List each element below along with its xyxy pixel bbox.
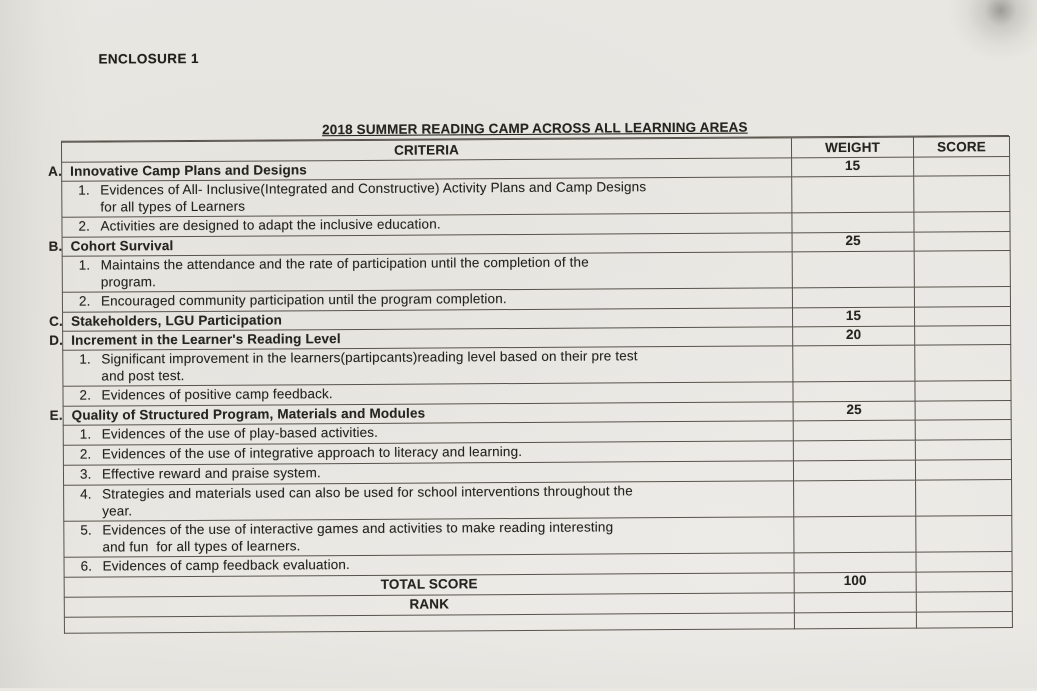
weight-cell: 20 (793, 326, 915, 346)
score-cell (914, 175, 1010, 212)
weight-cell: 100 (794, 572, 916, 593)
score-cell (916, 479, 1012, 516)
score-cell (916, 571, 1012, 592)
weight-cell (792, 212, 914, 233)
criteria-cell (64, 481, 794, 521)
criteria-cell (64, 517, 794, 557)
weight-cell (793, 381, 915, 402)
criteria-number: 2. (79, 388, 101, 405)
criteria-text: 4. Strategies and materials used can also be used for school interventions throughout the year. (64, 481, 793, 519)
criteria-text: 2. Activities are designed to adapt the inclusive education. (62, 213, 791, 235)
criteria-number: 2. (78, 219, 100, 236)
score-cell (914, 306, 1010, 326)
weight-column-header: WEIGHT (791, 137, 913, 158)
table-row (62, 250, 1010, 292)
weight-cell (792, 251, 914, 288)
score-cell (914, 231, 1010, 251)
table-row (62, 175, 1010, 217)
table-row (64, 479, 1012, 521)
criteria-number: 5. (80, 523, 102, 540)
weight-cell (794, 592, 916, 613)
score-cell (915, 380, 1011, 401)
criteria-number: A. (48, 164, 70, 181)
weight-cell: 25 (793, 401, 915, 421)
weight-cell (794, 612, 916, 629)
score-cell (914, 250, 1010, 287)
criteria-number: 2. (80, 447, 102, 464)
score-cell (916, 551, 1012, 572)
criteria-number: 3. (80, 467, 102, 484)
criteria-text: B. Cohort Survival (63, 233, 792, 255)
criteria-text: 1. Significant improvement in the learners(partipcants)reading level based on their pre test and post test. (63, 346, 792, 384)
weight-cell (792, 287, 914, 308)
weight-cell (793, 345, 915, 382)
score-cell (915, 419, 1011, 440)
criteria-text: 1. Maintains the attendance and the rate of participation until the completion of the program. (63, 252, 792, 290)
score-cell (916, 611, 1012, 628)
criteria-number: 1. (79, 258, 101, 275)
table-row (63, 344, 1011, 386)
score-cell (915, 459, 1011, 480)
criteria-text: 3. Effective reward and praise system. (64, 461, 793, 483)
weight-cell: 15 (792, 157, 914, 177)
document-title: 2018 SUMMER READING CAMP ACROSS ALL LEARNING AREAS (322, 120, 748, 138)
score-cell (915, 344, 1011, 381)
criteria-text: 5. Evidences of the use of interactive games and activities to make reading interesting and fun for all types of learners. (64, 517, 793, 555)
weight-cell: 25 (792, 232, 914, 252)
criteria-text: 1. Evidences of the use of play-based activities. (64, 421, 793, 443)
weight-cell: 15 (792, 307, 914, 327)
criteria-cell (62, 252, 792, 292)
criteria-table (61, 136, 1013, 634)
weight-cell (792, 176, 914, 213)
weight-cell (794, 552, 916, 573)
criteria-column-header: CRITERIA (61, 138, 791, 162)
score-cell (914, 211, 1010, 232)
criteria-text: 2. Evidences of the use of integrative approach to literacy and learning. (64, 441, 793, 463)
score-cell (915, 439, 1011, 460)
score-cell (916, 515, 1012, 552)
criteria-number: 6. (81, 559, 103, 576)
criteria-text: TOTAL SCORE (65, 573, 794, 595)
weight-cell (793, 440, 915, 461)
criteria-text: 2. Encouraged community participation until the program completion. (63, 288, 792, 310)
criteria-number: D. (49, 333, 71, 350)
criteria-table-body (62, 156, 1013, 633)
weight-cell (794, 516, 916, 553)
criteria-cell (63, 346, 793, 386)
criteria-text: RANK (65, 593, 794, 615)
criteria-number: 1. (80, 427, 102, 444)
score-cell (916, 591, 1012, 612)
score-cell (914, 286, 1010, 307)
rubric-document (61, 118, 1012, 634)
criteria-number: B. (49, 239, 71, 256)
score-cell (915, 400, 1011, 420)
table-row (64, 515, 1012, 557)
criteria-number: 4. (80, 487, 102, 504)
criteria-text: C. Stakeholders, LGU Participation (63, 308, 792, 330)
criteria-text: E. Quality of Structured Program, Materials and Modules (64, 402, 793, 424)
criteria-number: 1. (79, 352, 101, 369)
criteria-text: D. Increment in the Learner's Reading Level (63, 327, 792, 349)
weight-cell (794, 480, 916, 517)
criteria-number: C. (49, 314, 71, 331)
weight-cell (793, 420, 915, 441)
score-cell (914, 156, 1010, 176)
criteria-number: 2. (79, 294, 101, 311)
criteria-text: 6. Evidences of camp feedback evaluation. (65, 553, 794, 575)
score-cell (915, 325, 1011, 345)
weight-cell (793, 460, 915, 481)
criteria-cell (64, 613, 794, 633)
criteria-text: 2. Evidences of positive camp feedback. (63, 382, 792, 404)
score-column-header: SCORE (913, 136, 1009, 157)
criteria-text: 1. Evidences of All- Inclusive(Integrated and Constructive) Activity Plans and Camp Designs for all types of Learners (62, 177, 791, 215)
enclosure-label: ENCLOSURE 1 (98, 51, 199, 67)
criteria-cell (62, 177, 792, 217)
criteria-number: 1. (78, 183, 100, 200)
criteria-text: A. Innovative Camp Plans and Designs (62, 158, 791, 180)
criteria-number: E. (50, 408, 72, 425)
